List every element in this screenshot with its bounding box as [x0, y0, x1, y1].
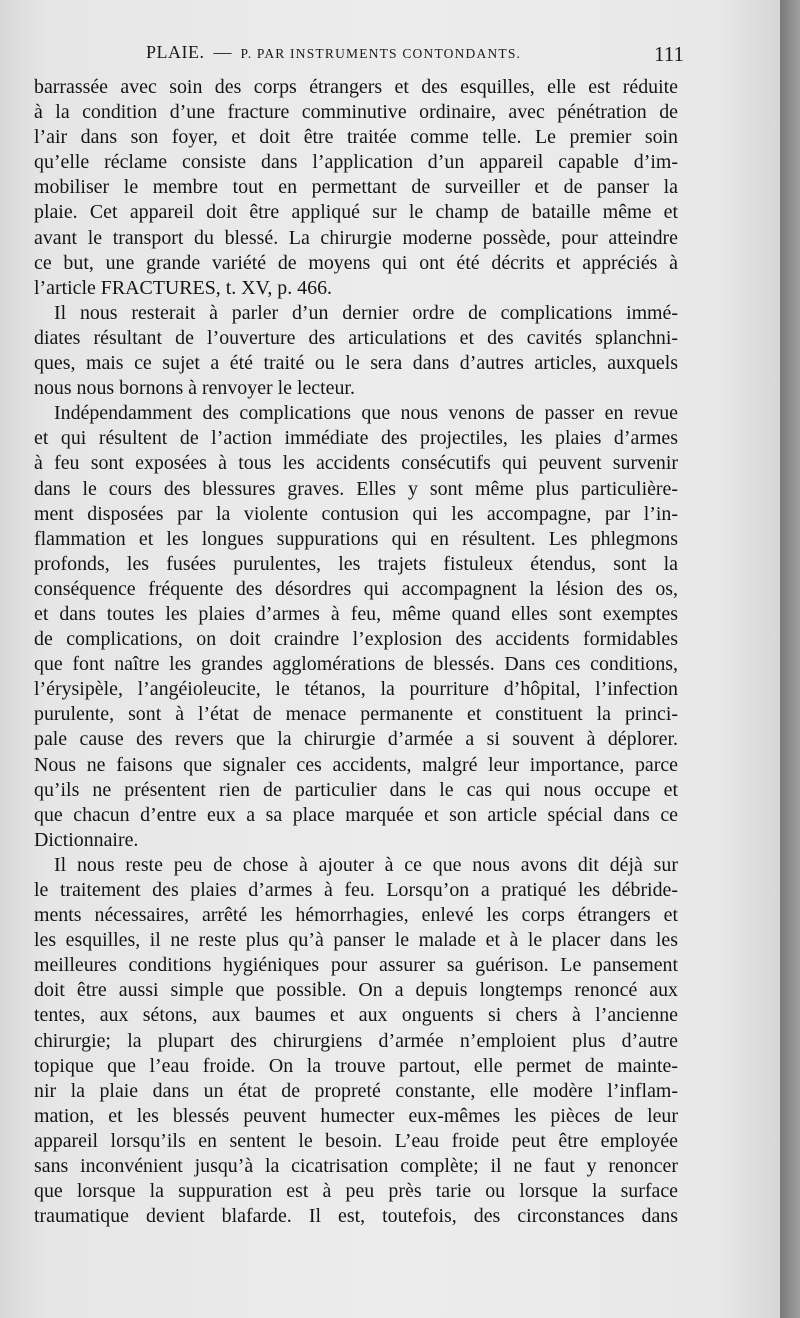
- header-subtitle: P. PAR INSTRUMENTS CONTONDANTS.: [240, 46, 522, 61]
- text-line: Indépendamment des complications que nous venons de passer en revue: [54, 402, 678, 425]
- text-line: l’air dans son foyer, et doit être traitée comme telle. Le premier soin: [34, 126, 678, 149]
- text-line: chirurgie; la plupart des chirurgiens d’armée n’emploient plus d’autre: [34, 1029, 678, 1052]
- text-line: ment disposées par la violente contusion qui les accompagne, par l’in-: [34, 502, 678, 525]
- text-line: de complications, on doit craindre l’explosion des accidents formidables: [34, 628, 678, 651]
- text-line: qu’ils ne présentent rien de particulier dans le cas qui nous occupe et: [34, 778, 678, 801]
- text-line: conséquence fréquente des désordres qui accompagnent la lésion des os,: [34, 577, 678, 600]
- text-line: profonds, les fusées purulentes, les trajets fistuleux étendus, sont la: [34, 552, 678, 575]
- text-line: traumatique devient blafarde. Il est, toutefois, des circonstances dans: [34, 1205, 678, 1228]
- text-line: mation, et les blessés peuvent humecter eux-mêmes les pièces de leur: [34, 1104, 678, 1127]
- header-dash: —: [213, 42, 232, 62]
- page-number: 111: [654, 42, 684, 66]
- text-line: diates résultant de l’ouverture des articulations et des cavités splanchni-: [34, 326, 678, 349]
- text-line: que lorsque la suppuration est à peu près tarie ou lorsque la surface: [34, 1180, 678, 1203]
- text-line: ques, mais ce sujet a été traité ou le sera dans d’autres articles, auxquels: [34, 352, 678, 375]
- text-line: doit être aussi simple que possible. On a depuis longtemps renoncé aux: [34, 979, 678, 1002]
- text-line: à feu sont exposées à tous les accidents consécutifs qui peuvent survenir: [34, 452, 678, 475]
- text-line: dans le cours des blessures graves. Elles y sont même plus particulière-: [34, 477, 678, 500]
- text-line: plaie. Cet appareil doit être appliqué sur le champ de bataille même et: [34, 201, 678, 224]
- text-line: le traitement des plaies d’armes à feu. Lorsqu’on a pratiqué les débride-: [34, 879, 678, 901]
- text-line: purulente, sont à l’état de menace permanente et constituent la princi-: [34, 703, 678, 726]
- page-gutter: [780, 0, 800, 1318]
- text-line: barrassée avec soin des corps étrangers et des esquilles, elle est réduite: [34, 76, 678, 98]
- text-line: Dictionnaire.: [34, 828, 139, 851]
- text-line: nir la plaie dans un état de propreté constante, elle modère l’inflam-: [34, 1079, 678, 1102]
- text-line: topique que l’eau froide. On la trouve partout, elle permet de mainte-: [34, 1054, 678, 1077]
- running-header: [146, 42, 684, 66]
- text-line: à la condition d’une fracture comminutive ordinaire, avec pénétration de: [34, 101, 678, 124]
- text-line: appareil lorsqu’ils en sentent le besoin. L’eau froide peut être employée: [34, 1129, 678, 1152]
- text-line: que font naître les grandes agglomérations de blessés. Dans ces conditions,: [34, 653, 678, 676]
- text-line: pale cause des revers que la chirurgie d’armée a si souvent à déplorer.: [34, 728, 678, 751]
- text-line: ments nécessaires, arrêté les hémorrhagies, enlevé les corps étrangers et: [34, 904, 678, 927]
- text-line: l’article FRACTURES, t. XV, p. 466.: [34, 276, 332, 299]
- text-line: les esquilles, il ne reste plus qu’à panser le malade et à le placer dans les: [34, 929, 678, 952]
- text-line: nous nous bornons à renvoyer le lecteur.: [34, 377, 355, 400]
- text-line: meilleures conditions hygiéniques pour assurer sa guérison. Le pansement: [34, 954, 678, 977]
- text-line: flammation et les longues suppurations qui en résultent. Les phlegmons: [34, 527, 678, 550]
- text-line: Nous ne faisons que signaler ces accidents, malgré leur importance, parce: [34, 753, 678, 776]
- text-line: mobiliser le membre tout en permettant de surveiller et de panser la: [34, 176, 678, 199]
- text-line: ce but, une grande variété de moyens qui ont été décrits et appréciés à: [34, 251, 678, 274]
- body-text: [34, 75, 678, 1229]
- text-line: et qui résultent de l’action immédiate des projectiles, les plaies d’armes: [34, 427, 678, 450]
- text-line: Il nous resterait à parler d’un dernier ordre de complications immé-: [54, 301, 678, 324]
- text-line: qu’elle réclame consiste dans l’application d’un appareil capable d’im-: [34, 151, 678, 174]
- text-line: tentes, aux sétons, aux baumes et aux onguents si chers à l’ancienne: [34, 1004, 678, 1027]
- header-title: PLAIE.: [146, 42, 205, 62]
- text-line: l’érysipèle, l’angéioleucite, le tétanos, la pourriture d’hôpital, l’infection: [34, 678, 678, 701]
- text-line: et dans toutes les plaies d’armes à feu, même quand elles sont exemptes: [34, 602, 678, 625]
- text-line: que chacun d’entre eux a sa place marquée et son article spécial dans ce: [34, 803, 678, 826]
- text-line: avant le transport du blessé. La chirurgie moderne possède, pour atteindre: [34, 226, 678, 249]
- text-line: sans inconvénient jusqu’à la cicatrisation complète; il ne faut y renoncer: [34, 1155, 678, 1178]
- text-line: Il nous reste peu de chose à ajouter à ce que nous avons dit déjà sur: [54, 853, 678, 876]
